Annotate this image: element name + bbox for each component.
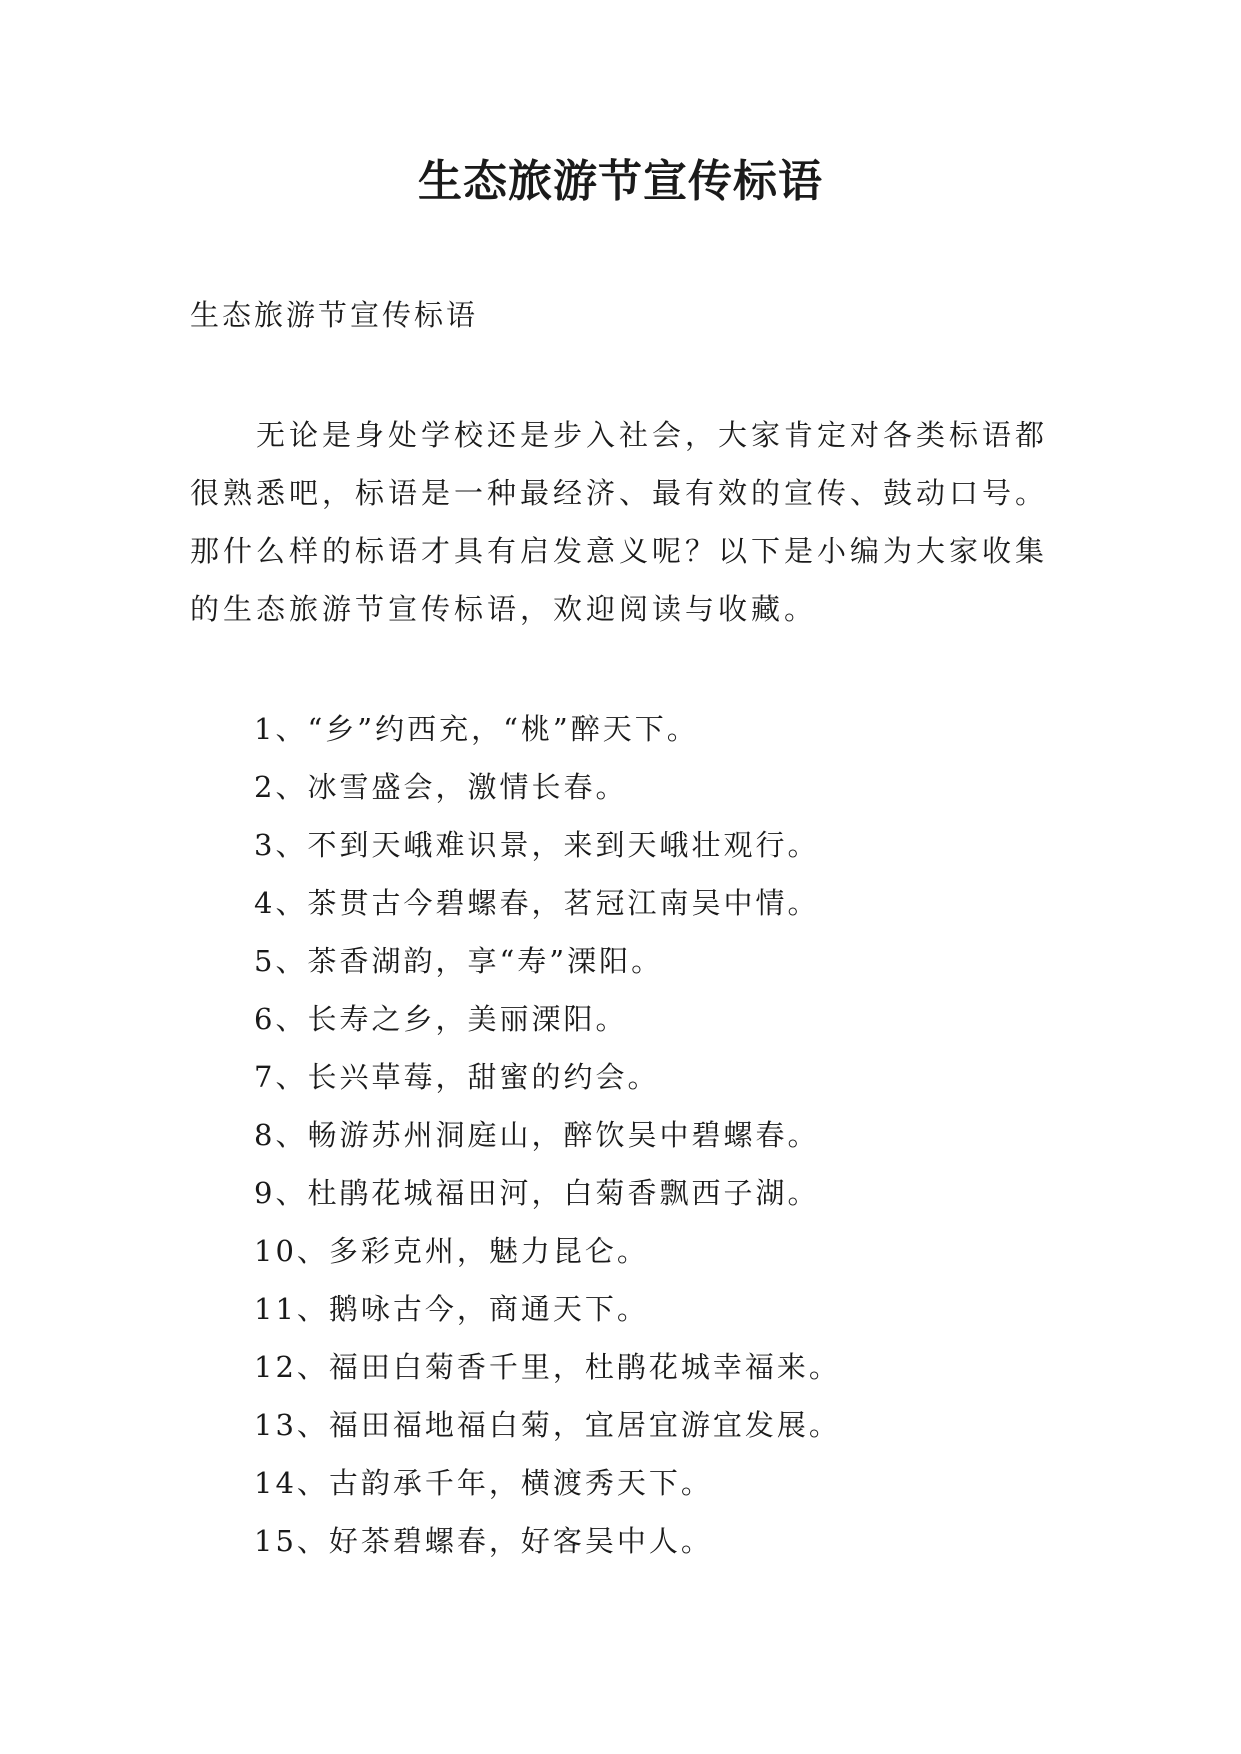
slogan-item: 12、福田白菊香千里，杜鹃花城幸福来。: [254, 1350, 841, 1384]
slogan-item: 4、茶贯古今碧螺春，茗冠江南吴中情。: [254, 886, 820, 920]
intro-paragraph: 无论是身处学校还是步入社会，大家肯定对各类标语都很熟悉吧，标语是一种最经济、最有效的宣传、鼓动口号。那什么样的标语才具有启发意义呢？以下是小编为大家收集的生态旅游节宣传标语，欢迎阅读与收藏。: [190, 418, 1049, 626]
slogan-list: [254, 700, 841, 1570]
slogan-item: 9、杜鹃花城福田河，白菊香飘西子湖。: [254, 1176, 820, 1210]
slogan-item: 10、多彩克州，魅力昆仑。: [254, 1234, 649, 1268]
slogan-item: 5、茶香湖韵，享“寿”溧阳。: [254, 944, 664, 978]
slogan-item: 2、冰雪盛会，激情长春。: [254, 770, 628, 804]
slogan-item: 15、好茶碧螺春，好客吴中人。: [254, 1524, 713, 1558]
document-subtitle: 生态旅游节宣传标语: [190, 298, 479, 332]
slogan-item: 14、古韵承千年，横渡秀天下。: [254, 1466, 713, 1500]
slogan-item: 13、福田福地福白菊，宜居宜游宜发展。: [254, 1408, 841, 1442]
slogan-item: 8、畅游苏州洞庭山，醉饮吴中碧螺春。: [254, 1118, 820, 1152]
slogan-item: 11、鹅咏古今，商通天下。: [254, 1292, 649, 1326]
document-title: 生态旅游节宣传标语: [418, 156, 823, 207]
slogan-item: 1、“乡”约西充，“桃”醉天下。: [254, 712, 699, 746]
slogan-item: 7、长兴草莓，甜蜜的约会。: [254, 1060, 660, 1094]
slogan-item: 3、不到天峨难识景，来到天峨壮观行。: [254, 828, 820, 862]
slogan-item: 6、长寿之乡，美丽溧阳。: [254, 1002, 628, 1036]
